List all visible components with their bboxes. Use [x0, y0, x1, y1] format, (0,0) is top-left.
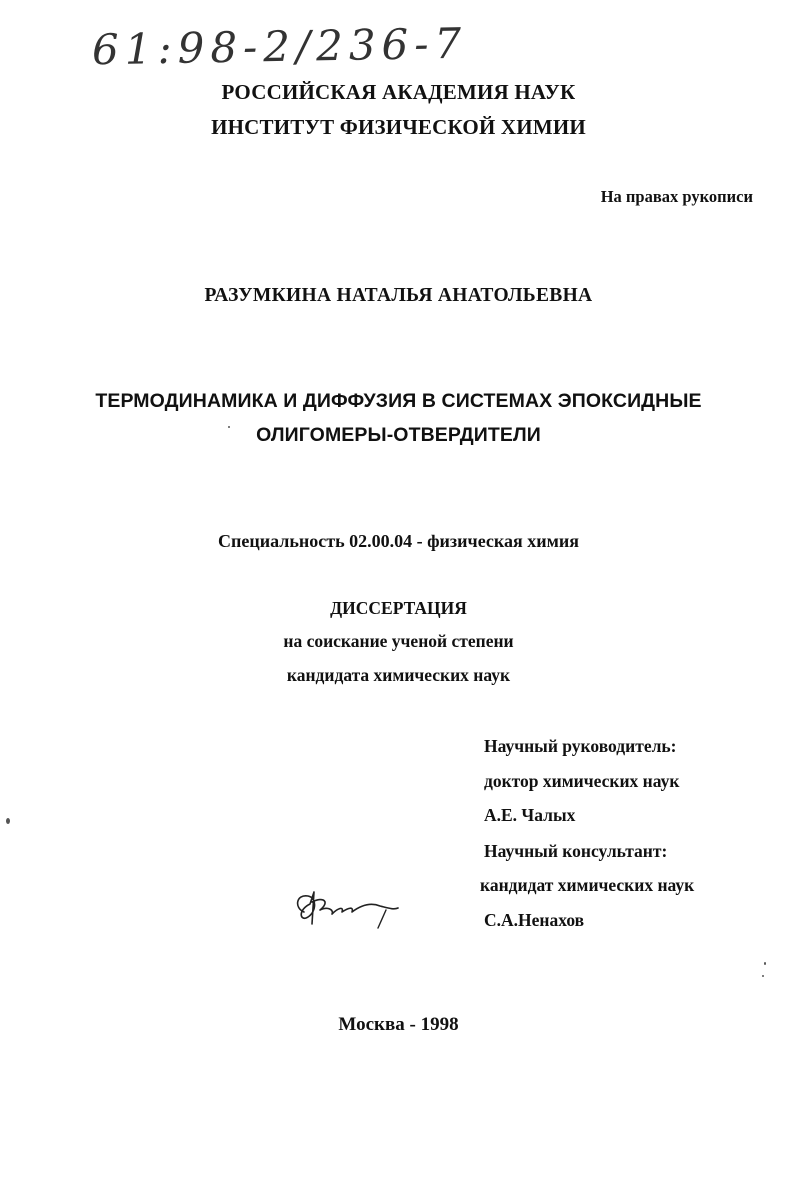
scan-speck	[6, 818, 10, 824]
rights-note: На правах рукописи	[600, 187, 753, 206]
dissertation-title-line-1: ТЕРМОДИНАМИКА И ДИФФУЗИЯ В СИСТЕМАХ ЭПОКСИДНЫЕ	[95, 390, 702, 412]
archive-handwritten-mark: 61:98-2/236-7	[91, 18, 468, 75]
institute-name: ИНСТИТУТ ФИЗИЧЕСКОЙ ХИМИИ	[211, 115, 586, 139]
supervisor-name: А.Е. Чалых	[484, 805, 576, 825]
consultant-role: Научный консультант:	[484, 841, 668, 861]
author-signature	[290, 880, 410, 940]
scan-speck	[764, 962, 766, 965]
dissertation-purpose-line-2: кандидата химических наук	[286, 665, 511, 685]
scan-speck	[762, 975, 764, 977]
academy-name: РОССИЙСКАЯ АКАДЕМИЯ НАУК	[221, 80, 576, 104]
city-year: Москва - 1998	[338, 1014, 459, 1035]
consultant-name: С.А.Ненахов	[484, 910, 585, 930]
dissertation-title-line-2: ОЛИГОМЕРЫ-ОТВЕРДИТЕЛИ	[256, 424, 541, 446]
dissertation-type: ДИССЕРТАЦИЯ	[330, 598, 467, 618]
consultant-degree: кандидат химических наук	[480, 875, 695, 895]
author-name: РАЗУМКИНА НАТАЛЬЯ АНАТОЛЬЕВНА	[204, 285, 593, 306]
supervisor-role: Научный руководитель:	[484, 736, 677, 756]
scan-speck	[228, 426, 230, 428]
dissertation-purpose-line-1: на соискание ученой степени	[283, 631, 514, 651]
supervisor-degree: доктор химических наук	[484, 771, 680, 791]
specialty: Специальность 02.00.04 - физическая химия	[218, 531, 579, 551]
